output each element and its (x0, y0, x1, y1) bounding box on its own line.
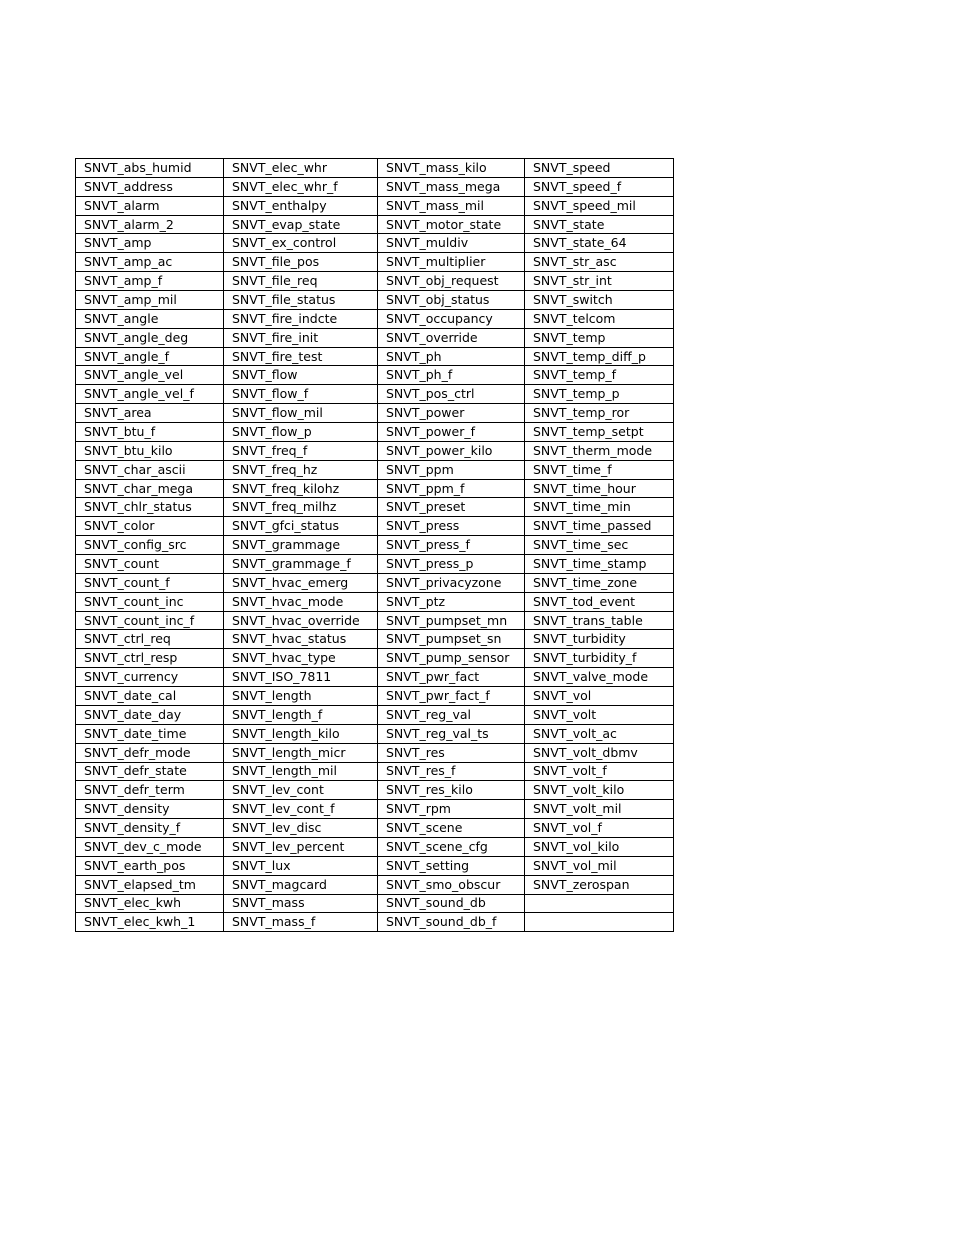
table-row (76, 385, 674, 404)
table-cell: SNVT_vol_mil (525, 856, 674, 875)
table-cell: SNVT_angle_f (76, 347, 224, 366)
table-cell: SNVT_date_cal (76, 687, 224, 706)
table-cell: SNVT_volt_f (525, 762, 674, 781)
table-cell: SNVT_ptz (378, 592, 525, 611)
table-cell: SNVT_time_f (525, 460, 674, 479)
table-cell: SNVT_speed_mil (525, 196, 674, 215)
table-cell: SNVT_volt_mil (525, 800, 674, 819)
table-cell: SNVT_length_micr (224, 743, 378, 762)
table-cell: SNVT_count_f (76, 573, 224, 592)
table-row (76, 291, 674, 310)
table-cell: SNVT_pos_ctrl (378, 385, 525, 404)
table-cell: SNVT_area (76, 404, 224, 423)
table-cell: SNVT_grammage (224, 536, 378, 555)
table-row (76, 253, 674, 272)
table-row (76, 894, 674, 913)
table-cell: SNVT_state (525, 215, 674, 234)
table-cell: SNVT_press_f (378, 536, 525, 555)
table-cell (525, 913, 674, 932)
table-row (76, 611, 674, 630)
table-cell: SNVT_lev_cont (224, 781, 378, 800)
table-cell: SNVT_char_mega (76, 479, 224, 498)
table-cell: SNVT_elapsed_tm (76, 875, 224, 894)
table-row (76, 347, 674, 366)
table-cell: SNVT_telcom (525, 309, 674, 328)
table-cell: SNVT_time_hour (525, 479, 674, 498)
table-cell: SNVT_mass (224, 894, 378, 913)
table-cell: SNVT_pumpset_mn (378, 611, 525, 630)
table-cell: SNVT_ppm (378, 460, 525, 479)
table-cell: SNVT_alarm (76, 196, 224, 215)
table-cell: SNVT_preset (378, 498, 525, 517)
table-cell: SNVT_magcard (224, 875, 378, 894)
table-row (76, 177, 674, 196)
table-cell: SNVT_hvac_mode (224, 592, 378, 611)
table-cell: SNVT_mass_mil (378, 196, 525, 215)
table-cell (525, 894, 674, 913)
table-row (76, 441, 674, 460)
table-row (76, 498, 674, 517)
table-row (76, 555, 674, 574)
table-cell: SNVT_temp_setpt (525, 423, 674, 442)
table-cell: SNVT_grammage_f (224, 555, 378, 574)
table-cell: SNVT_state_64 (525, 234, 674, 253)
table-cell: SNVT_ph_f (378, 366, 525, 385)
table-cell: SNVT_mass_f (224, 913, 378, 932)
table-row (76, 800, 674, 819)
table-row (76, 592, 674, 611)
table-cell: SNVT_amp_mil (76, 291, 224, 310)
table-cell: SNVT_evap_state (224, 215, 378, 234)
table-row (76, 630, 674, 649)
table-cell: SNVT_length_kilo (224, 724, 378, 743)
table-row (76, 875, 674, 894)
table-cell: SNVT_pwr_fact (378, 668, 525, 687)
table-cell: SNVT_obj_request (378, 272, 525, 291)
table-cell: SNVT_amp_f (76, 272, 224, 291)
table-cell: SNVT_muldiv (378, 234, 525, 253)
table-cell: SNVT_file_status (224, 291, 378, 310)
table-cell: SNVT_gfci_status (224, 517, 378, 536)
table-row (76, 234, 674, 253)
table-cell: SNVT_length_f (224, 705, 378, 724)
table-cell: SNVT_currency (76, 668, 224, 687)
table-cell: SNVT_ctrl_req (76, 630, 224, 649)
table-cell: SNVT_res_kilo (378, 781, 525, 800)
table-cell: SNVT_defr_mode (76, 743, 224, 762)
table-cell: SNVT_date_day (76, 705, 224, 724)
table-cell: SNVT_time_stamp (525, 555, 674, 574)
table-cell: SNVT_pumpset_sn (378, 630, 525, 649)
table-cell: SNVT_mass_mega (378, 177, 525, 196)
table-cell: SNVT_sound_db (378, 894, 525, 913)
table-cell: SNVT_lux (224, 856, 378, 875)
table-cell: SNVT_ex_control (224, 234, 378, 253)
table-cell: SNVT_override (378, 328, 525, 347)
table-cell: SNVT_freq_hz (224, 460, 378, 479)
table-cell: SNVT_power (378, 404, 525, 423)
table-cell: SNVT_volt_dbmv (525, 743, 674, 762)
table-cell: SNVT_privacyzone (378, 573, 525, 592)
table-cell: SNVT_elec_kwh_1 (76, 913, 224, 932)
table-cell: SNVT_volt (525, 705, 674, 724)
table-cell: SNVT_freq_milhz (224, 498, 378, 517)
table-row (76, 196, 674, 215)
table-cell: SNVT_time_min (525, 498, 674, 517)
table-cell: SNVT_scene_cfg (378, 837, 525, 856)
table-cell: SNVT_temp_diff_p (525, 347, 674, 366)
table-row (76, 762, 674, 781)
table-cell: SNVT_temp_ror (525, 404, 674, 423)
table-cell: SNVT_hvac_override (224, 611, 378, 630)
table-row (76, 460, 674, 479)
table-cell: SNVT_therm_mode (525, 441, 674, 460)
table-cell: SNVT_smo_obscur (378, 875, 525, 894)
table-cell: SNVT_reg_val_ts (378, 724, 525, 743)
table-cell: SNVT_file_req (224, 272, 378, 291)
table-row (76, 215, 674, 234)
table-cell: SNVT_str_int (525, 272, 674, 291)
table-cell: SNVT_ph (378, 347, 525, 366)
table-cell: SNVT_zerospan (525, 875, 674, 894)
table-cell: SNVT_res (378, 743, 525, 762)
table-cell: SNVT_chlr_status (76, 498, 224, 517)
table-cell: SNVT_time_zone (525, 573, 674, 592)
table-cell: SNVT_count (76, 555, 224, 574)
table-cell: SNVT_switch (525, 291, 674, 310)
table-cell: SNVT_turbidity (525, 630, 674, 649)
table-cell: SNVT_press (378, 517, 525, 536)
table-cell: SNVT_flow_mil (224, 404, 378, 423)
table-cell: SNVT_angle (76, 309, 224, 328)
table-cell: SNVT_power_f (378, 423, 525, 442)
table-cell: SNVT_config_src (76, 536, 224, 555)
snvt-table-body (76, 159, 674, 932)
table-row (76, 668, 674, 687)
table-cell: SNVT_rpm (378, 800, 525, 819)
table-cell: SNVT_trans_table (525, 611, 674, 630)
table-cell: SNVT_btu_kilo (76, 441, 224, 460)
table-cell: SNVT_hvac_type (224, 649, 378, 668)
table-cell: SNVT_angle_deg (76, 328, 224, 347)
table-cell: SNVT_scene (378, 819, 525, 838)
table-cell: SNVT_tod_event (525, 592, 674, 611)
table-row (76, 856, 674, 875)
table-row (76, 423, 674, 442)
table-cell: SNVT_defr_term (76, 781, 224, 800)
table-row (76, 743, 674, 762)
table-cell: SNVT_volt_ac (525, 724, 674, 743)
table-cell: SNVT_setting (378, 856, 525, 875)
table-row (76, 404, 674, 423)
table-cell: SNVT_pwr_fact_f (378, 687, 525, 706)
table-cell: SNVT_lev_percent (224, 837, 378, 856)
table-cell: SNVT_vol (525, 687, 674, 706)
snvt-type-table (75, 158, 674, 932)
table-cell: SNVT_speed_f (525, 177, 674, 196)
table-cell: SNVT_dev_c_mode (76, 837, 224, 856)
table-cell: SNVT_alarm_2 (76, 215, 224, 234)
table-cell: SNVT_date_time (76, 724, 224, 743)
table-cell: SNVT_angle_vel_f (76, 385, 224, 404)
table-cell: SNVT_time_sec (525, 536, 674, 555)
table-cell: SNVT_density (76, 800, 224, 819)
table-cell: SNVT_elec_whr_f (224, 177, 378, 196)
table-cell: SNVT_press_p (378, 555, 525, 574)
table-cell: SNVT_temp_p (525, 385, 674, 404)
table-cell: SNVT_valve_mode (525, 668, 674, 687)
table-row (76, 272, 674, 291)
table-cell: SNVT_ctrl_resp (76, 649, 224, 668)
table-cell: SNVT_freq_f (224, 441, 378, 460)
table-cell: SNVT_btu_f (76, 423, 224, 442)
table-cell: SNVT_earth_pos (76, 856, 224, 875)
table-cell: SNVT_address (76, 177, 224, 196)
table-cell: SNVT_density_f (76, 819, 224, 838)
table-cell: SNVT_hvac_emerg (224, 573, 378, 592)
table-row (76, 159, 674, 178)
table-cell: SNVT_pump_sensor (378, 649, 525, 668)
table-cell: SNVT_ppm_f (378, 479, 525, 498)
table-cell: SNVT_speed (525, 159, 674, 178)
table-cell: SNVT_count_inc_f (76, 611, 224, 630)
table-cell: SNVT_res_f (378, 762, 525, 781)
table-row (76, 913, 674, 932)
table-cell: SNVT_flow_f (224, 385, 378, 404)
table-cell: SNVT_length_mil (224, 762, 378, 781)
table-cell: SNVT_fire_indcte (224, 309, 378, 328)
table-cell: SNVT_enthalpy (224, 196, 378, 215)
table-cell: SNVT_count_inc (76, 592, 224, 611)
table-cell: SNVT_sound_db_f (378, 913, 525, 932)
table-cell: SNVT_abs_humid (76, 159, 224, 178)
table-cell: SNVT_fire_init (224, 328, 378, 347)
table-cell: SNVT_ISO_7811 (224, 668, 378, 687)
table-cell: SNVT_time_passed (525, 517, 674, 536)
table-cell: SNVT_turbidity_f (525, 649, 674, 668)
table-row (76, 573, 674, 592)
table-cell: SNVT_flow (224, 366, 378, 385)
table-cell: SNVT_freq_kilohz (224, 479, 378, 498)
table-cell: SNVT_color (76, 517, 224, 536)
table-cell: SNVT_char_ascii (76, 460, 224, 479)
table-row (76, 837, 674, 856)
table-row (76, 724, 674, 743)
table-cell: SNVT_fire_test (224, 347, 378, 366)
table-cell: SNVT_volt_kilo (525, 781, 674, 800)
table-cell: SNVT_hvac_status (224, 630, 378, 649)
table-cell: SNVT_motor_state (378, 215, 525, 234)
table-cell: SNVT_length (224, 687, 378, 706)
table-cell: SNVT_amp_ac (76, 253, 224, 272)
table-row (76, 328, 674, 347)
table-cell: SNVT_multiplier (378, 253, 525, 272)
table-cell: SNVT_lev_disc (224, 819, 378, 838)
table-row (76, 536, 674, 555)
table-cell: SNVT_vol_f (525, 819, 674, 838)
table-cell: SNVT_obj_status (378, 291, 525, 310)
table-cell: SNVT_occupancy (378, 309, 525, 328)
table-row (76, 309, 674, 328)
table-cell: SNVT_angle_vel (76, 366, 224, 385)
table-cell: SNVT_lev_cont_f (224, 800, 378, 819)
table-cell: SNVT_str_asc (525, 253, 674, 272)
table-row (76, 705, 674, 724)
table-cell: SNVT_flow_p (224, 423, 378, 442)
table-row (76, 781, 674, 800)
table-row (76, 687, 674, 706)
table-cell: SNVT_temp (525, 328, 674, 347)
table-row (76, 819, 674, 838)
table-cell: SNVT_defr_state (76, 762, 224, 781)
table-cell: SNVT_elec_kwh (76, 894, 224, 913)
table-cell: SNVT_file_pos (224, 253, 378, 272)
table-cell: SNVT_amp (76, 234, 224, 253)
table-cell: SNVT_temp_f (525, 366, 674, 385)
table-cell: SNVT_vol_kilo (525, 837, 674, 856)
table-cell: SNVT_mass_kilo (378, 159, 525, 178)
table-row (76, 366, 674, 385)
table-cell: SNVT_reg_val (378, 705, 525, 724)
table-row (76, 517, 674, 536)
table-row (76, 649, 674, 668)
table-cell: SNVT_elec_whr (224, 159, 378, 178)
table-row (76, 479, 674, 498)
table-cell: SNVT_power_kilo (378, 441, 525, 460)
